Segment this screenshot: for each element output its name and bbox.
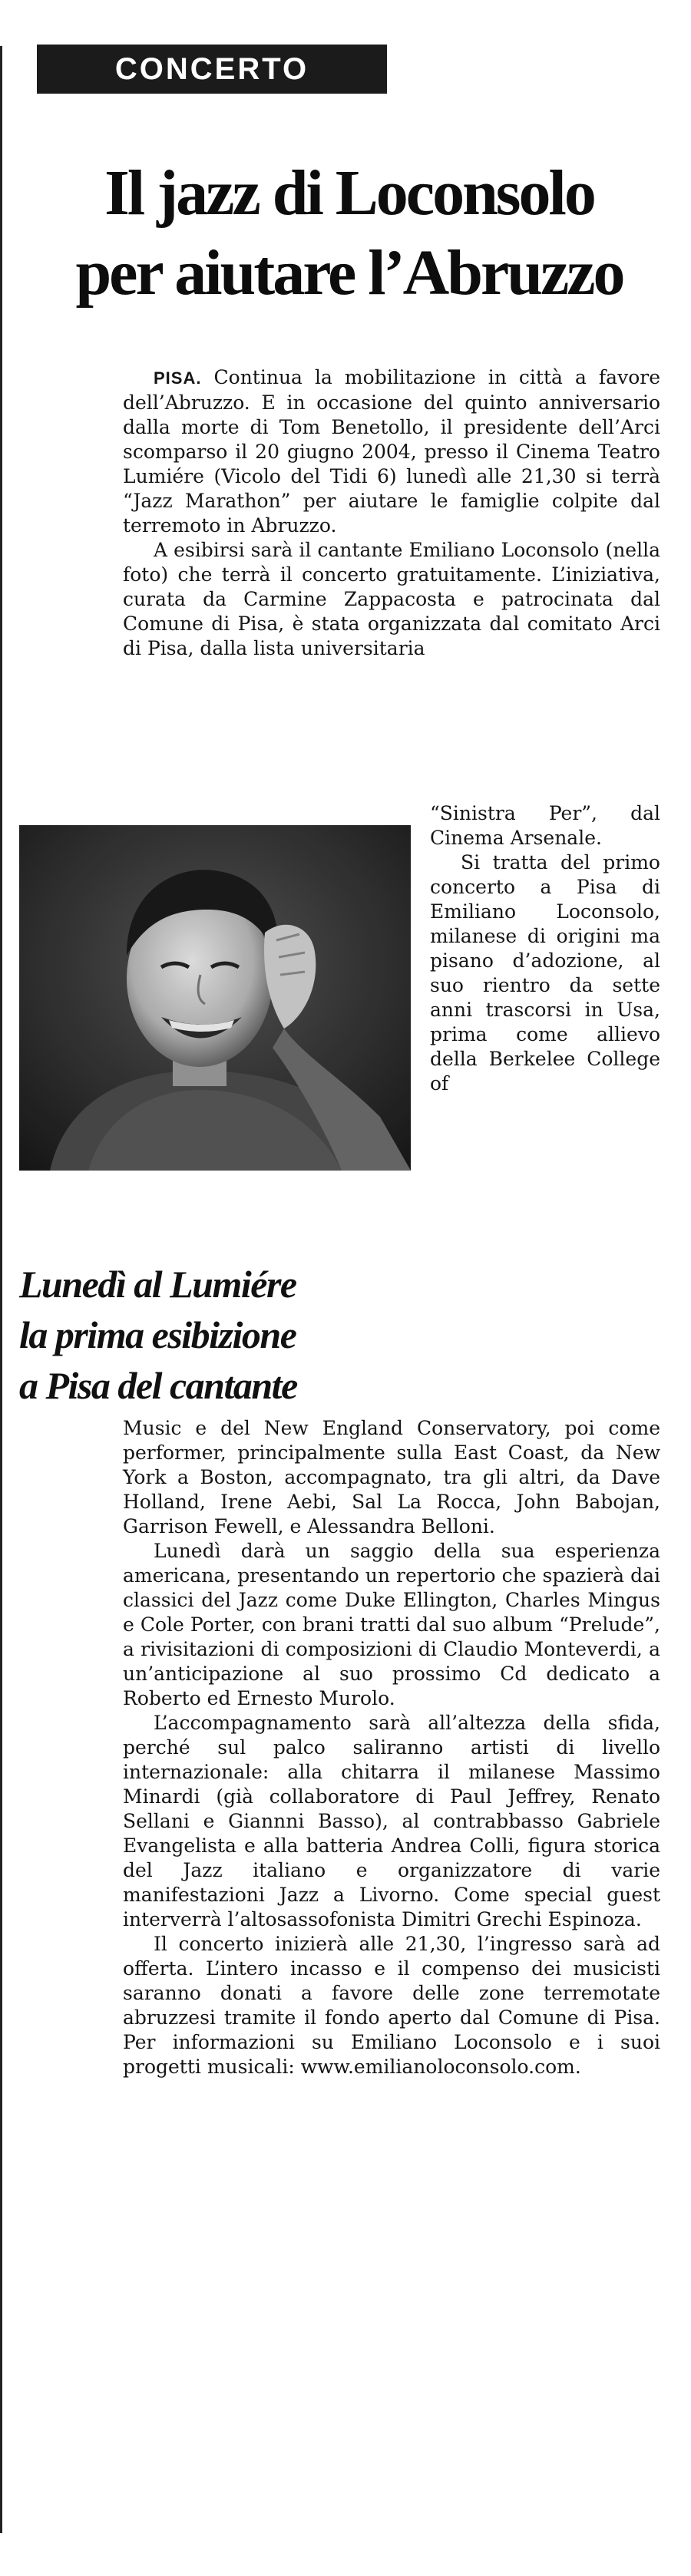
headline-line-1: Il jazz di Loconsolo bbox=[104, 157, 594, 229]
paragraph-text: Continua la mobilitazione in città a favore dell’Abruzzo. E in occasione del quinto anniversario dalla morte di Tom Benetollo, il presidente dell’Arci scomparso il 20 giugno 2004, presso il Cinema Teatro Lumiére (Vicolo del Tidi 6) lunedì alle 21,30 si terrà “Jazz Marathon” per aiutare le famiglie colpite dal terremoto in Abruzzo. bbox=[123, 366, 660, 537]
article-body-top bbox=[123, 365, 660, 661]
paragraph: Si tratta del primo concerto a Pisa di Emiliano Loconsolo, milanese di origini ma pisano d’adozione, al suo rientro da sette anni trascorsi in Usa, prima come allievo della Berkelee College of bbox=[430, 851, 660, 1095]
caption-line-3: a Pisa del cantante bbox=[19, 1364, 297, 1407]
photo-caption bbox=[19, 1259, 418, 1411]
portrait-photo-image bbox=[19, 825, 411, 1171]
paragraph: “Sinistra Per”, dal Cinema Arsenale. bbox=[430, 802, 660, 849]
headline bbox=[23, 154, 676, 313]
paragraph bbox=[123, 365, 660, 538]
paragraph: Lunedì darà un saggio della sua esperienza americana, presentando un repertorio che spazierà dai classici del Jazz come Duke Ellington, Charles Mingus e Cole Porter, con brani tratti dal suo album “Prelude”, a rivisitazioni di composizioni di Claudio Monteverdi, a un’anticipazione al suo prossimo Cd dedicato a Roberto ed Ernesto Murolo. bbox=[123, 1540, 660, 1709]
paragraph: Il concerto inizierà alle 21,30, l’ingresso sarà ad offerta. L’intero incasso e il compenso dei musicisti saranno donati a favore delle zone terremotate abruzzesi tramite il fondo aperto dal Comune di Pisa. Per informazioni su Emiliano Loconsolo e i suoi progetti musicali: www.emilianoloconsolo.com. bbox=[123, 1933, 660, 2078]
caption-line-2: la prima esibizione bbox=[19, 1313, 296, 1356]
article-body-bottom bbox=[123, 1416, 660, 2079]
paragraph: A esibirsi sarà il cantante Emiliano Loconsolo (nella foto) che terrà il concerto gratuitamente. L’iniziativa, curata da Carmine Zappacosta e patrocinata dal Comune di Pisa, è stata organizzata dal comitato Arci di Pisa, dalla lista universitaria bbox=[123, 539, 660, 659]
article-body-narrow bbox=[430, 801, 660, 1096]
section-kicker: CONCERTO bbox=[37, 45, 387, 94]
portrait-photo bbox=[19, 825, 411, 1171]
dateline: PISA. bbox=[154, 368, 202, 388]
caption-line-1: Lunedì al Lumiére bbox=[19, 1263, 296, 1306]
paragraph: L’accompagnamento sarà all’altezza della sfida, perché sul palco saliranno artisti di livello internazionale: alla chitarra il milanese Massimo Minardi (già collaboratore di Paul Jeffrey, Renato Sellani e Giannni Basso), al contrabbasso Gabriele Evangelista e alla batteria Andrea Colli, figura storica del Jazz italiano e organizzatore di varie manifestazioni Jazz a Livorno. Come special guest interverrà l’altosassofonista Dimitri Grechi Espinoza. bbox=[123, 1712, 660, 1930]
headline-line-2: per aiutare l’Abruzzo bbox=[75, 237, 623, 309]
paragraph: Music e del New England Conservatory, poi come performer, principalmente sulla East Coast, da New York a Boston, accompagnato, tra gli altri, da Dave Holland, Irene Aebi, Sal La Rocca, John Babojan, Garrison Fewell, e Alessandra Belloni. bbox=[123, 1417, 660, 1537]
column-rule bbox=[0, 46, 2, 2533]
